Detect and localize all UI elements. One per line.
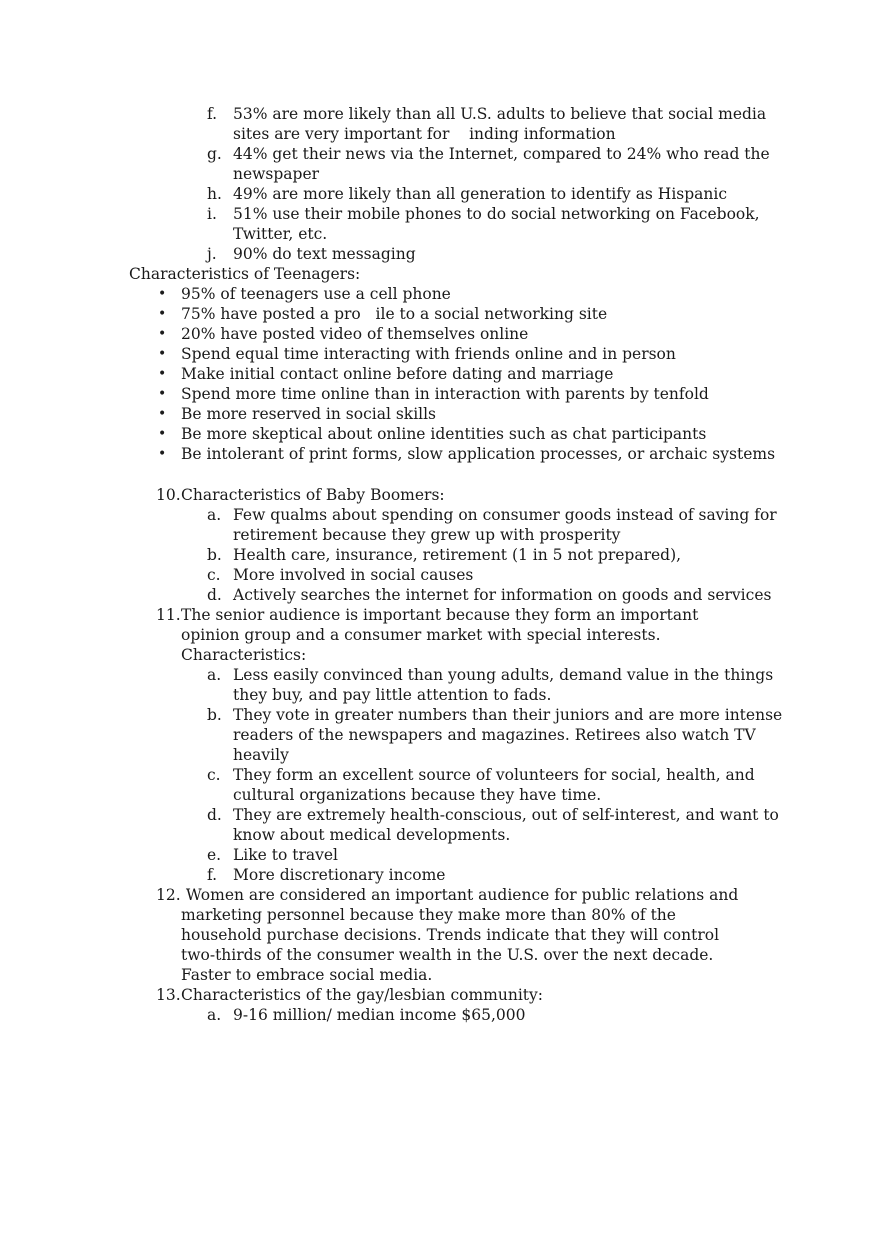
sub-marker: c. — [207, 566, 221, 584]
sub-text: Few qualms about spending on consumer goods instead of saving for retirement because they grew up with prosperity — [233, 506, 777, 544]
bullet-item — [0, 344, 880, 364]
teen-heading: Characteristics of Teenagers: — [129, 265, 361, 283]
list-marker: g. — [207, 145, 222, 163]
sub-text: Like to travel — [233, 846, 338, 864]
sub-marker: b. — [207, 706, 222, 724]
list-text: 49% are more likely than all generation to identify as Hispanic — [233, 185, 728, 203]
sub-text: They vote in greater numbers than their juniors and are more intense readers of the newspapers and magazines. Retirees also watch TV heavily — [233, 706, 783, 764]
bullet-icon: • — [158, 426, 167, 442]
bullet-text: 95% of teenagers use a cell phone — [181, 285, 451, 303]
sub-marker: e. — [207, 846, 222, 864]
sub-item — [0, 865, 880, 885]
sub-item — [0, 845, 880, 865]
sub-item — [0, 545, 880, 565]
item-text: Characteristics of Baby Boomers: — [181, 486, 445, 504]
bullet-text: Spend more time online than in interaction with parents by tenfold — [181, 385, 709, 403]
list-marker: f. — [207, 105, 218, 123]
bullet-item — [0, 304, 880, 324]
list-item — [0, 144, 880, 184]
list-item — [0, 184, 880, 204]
bullet-icon: • — [158, 346, 167, 362]
numbered-item — [0, 885, 880, 985]
bullet-text: Be more reserved in social skills — [181, 405, 437, 423]
numbered-item-10 — [0, 485, 880, 605]
list-item — [0, 244, 880, 264]
bullet-item — [0, 284, 880, 304]
bullet-icon: • — [158, 366, 167, 382]
sub-text: Health care, insurance, retirement (1 in 5 not prepared), — [233, 546, 682, 564]
bullet-item — [0, 364, 880, 384]
teen-bullet-list — [0, 284, 880, 464]
sub-marker: a. — [207, 506, 222, 524]
sub-item — [0, 585, 880, 605]
bullet-item — [0, 324, 880, 344]
bullet-text: 20% have posted video of themselves online — [181, 325, 529, 343]
bullet-text: 75% have posted a pro ile to a social networking site — [181, 305, 608, 323]
item-number: 13. — [156, 986, 181, 1004]
bullet-icon: • — [158, 386, 167, 402]
bullet-text: Make initial contact online before dating and marriage — [181, 365, 614, 383]
item-text: The senior audience is important because they form an important opinion group and a consumer market with special interests. Characteristics: — [181, 606, 699, 664]
numbered-item-12 — [0, 885, 880, 985]
sub-item — [0, 565, 880, 585]
item-text: Women are considered an important audience for public relations and marketing personnel because they make more than 80% of the household purchase decisions. Trends indicate that they will control two-thirds of the consumer wealth in the U.S. over the next decade. Faster to embrace social media. — [181, 886, 739, 984]
bullet-icon: • — [158, 326, 167, 342]
list-item — [0, 104, 880, 144]
numbered-item-11 — [0, 605, 880, 885]
numbered-item — [0, 485, 880, 505]
sub-text: Less easily convinced than young adults, demand value in the things they buy, and pay little attention to fads. — [233, 666, 774, 704]
sub-marker: d. — [207, 806, 222, 824]
bullet-item — [0, 424, 880, 444]
sub-marker: a. — [207, 666, 222, 684]
bullet-item — [0, 404, 880, 424]
spacer — [0, 464, 880, 485]
sub-text: More involved in social causes — [233, 566, 474, 584]
bullet-text: Be intolerant of print forms, slow application processes, or archaic systems — [181, 445, 776, 463]
numbered-item — [0, 985, 880, 1005]
list-marker: i. — [207, 205, 217, 223]
sub-text: They are extremely health-conscious, out of self-interest, and want to know about medical developments. — [233, 806, 779, 844]
sub-item — [0, 505, 880, 545]
list-text: 51% use their mobile phones to do social networking on Facebook, Twitter, etc. — [233, 205, 760, 243]
bullet-icon: • — [158, 406, 167, 422]
sub-item — [0, 805, 880, 845]
item-number: 10. — [156, 486, 181, 504]
bullet-icon: • — [158, 446, 167, 462]
sub-marker: b. — [207, 546, 222, 564]
list-text: 90% do text messaging — [233, 245, 416, 263]
sub-text: Actively searches the internet for information on goods and services — [233, 586, 772, 604]
list-marker: j. — [207, 245, 217, 263]
list-text: 53% are more likely than all U.S. adults to believe that social media sites are very important for inding information — [233, 105, 767, 143]
numbered-item — [0, 605, 880, 665]
sub-item — [0, 1005, 880, 1025]
bullet-icon: • — [158, 286, 167, 302]
sub-marker: c. — [207, 766, 221, 784]
bullet-text: Be more skeptical about online identities such as chat participants — [181, 425, 707, 443]
top-list — [0, 104, 880, 264]
sub-item — [0, 705, 880, 765]
sub-text: More discretionary income — [233, 866, 446, 884]
document-page — [0, 104, 880, 1025]
list-marker: h. — [207, 185, 222, 203]
item-text: Characteristics of the gay/lesbian community: — [181, 986, 543, 1004]
numbered-item-13 — [0, 985, 880, 1025]
bullet-text: Spend equal time interacting with friends online and in person — [181, 345, 676, 363]
bullet-icon: • — [158, 306, 167, 322]
sub-marker: a. — [207, 1006, 222, 1024]
sub-marker: d. — [207, 586, 222, 604]
sub-text: 9-16 million/ median income $65,000 — [233, 1006, 526, 1024]
list-text: 44% get their news via the Internet, compared to 24% who read the newspaper — [233, 145, 770, 183]
sub-item — [0, 665, 880, 705]
bullet-item — [0, 444, 880, 464]
sub-marker: f. — [207, 866, 218, 884]
list-item — [0, 204, 880, 244]
bullet-item — [0, 384, 880, 404]
item-number: 12. — [156, 886, 181, 904]
item-number: 11. — [156, 606, 181, 624]
sub-item — [0, 765, 880, 805]
sub-text: They form an excellent source of volunteers for social, health, and cultural organizations because they have time. — [233, 766, 755, 804]
